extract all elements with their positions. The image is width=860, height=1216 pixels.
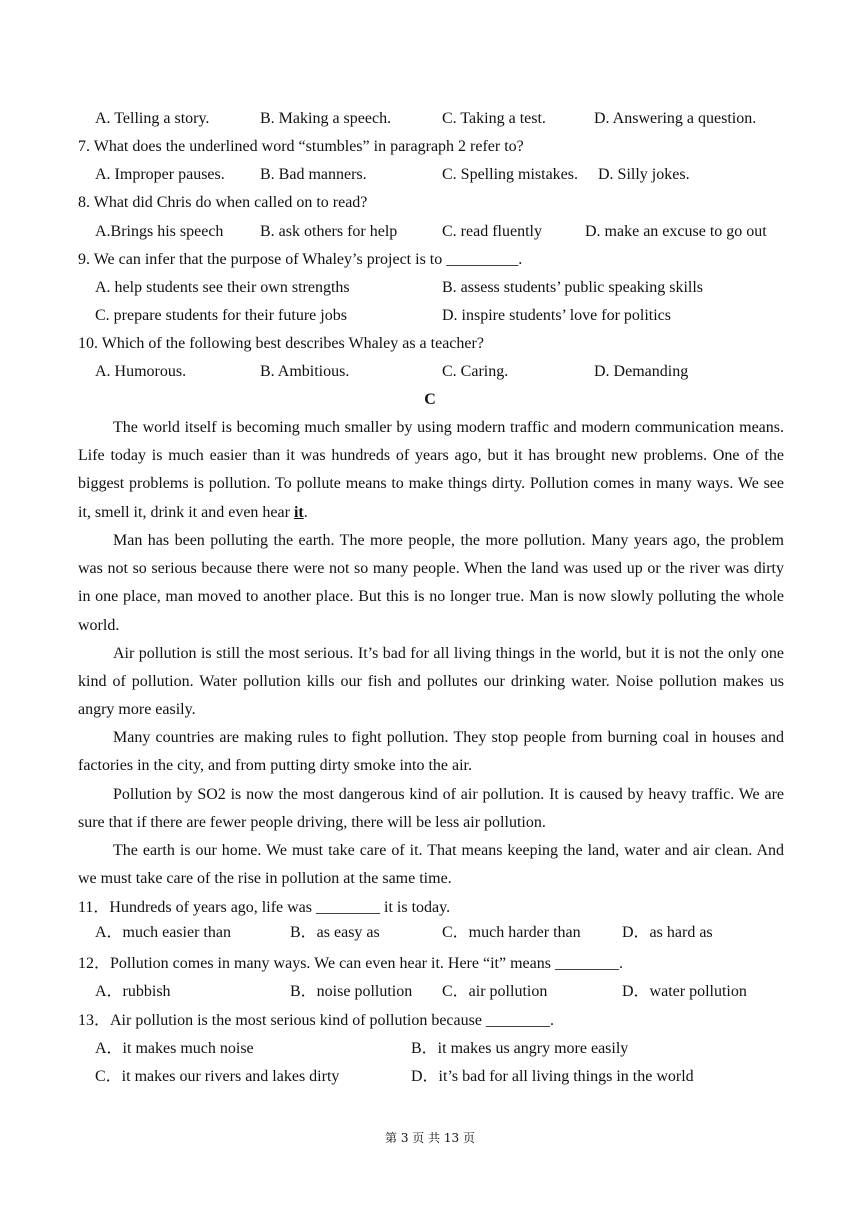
q6-option-b: B. Making a speech.: [260, 110, 392, 127]
passage-paragraph-1-text: The world itself is becoming much smaller by using modern traffic and modern communication means. Life today is much easier than it was hundreds of years ago, but it has brought new problems. One of the biggest problems is pollution. To pollute means to make things dirty. Pollution comes in many ways. We see it, smell it, drink it and even hear: [78, 419, 784, 521]
section-c-title: C: [424, 391, 436, 408]
passage-paragraph-5: [78, 781, 784, 837]
passage-paragraph-3-text: Air pollution is still the most serious. It’s bad for all living things in the world, but it is not the only one kind of pollution. Water pollution kills our fish and pollutes our drinking water. Noise pollution makes us angry more easily.: [78, 645, 784, 719]
q8-option-c: C. read fluently: [442, 223, 542, 240]
q13-option-a: A．it makes much noise: [95, 1040, 254, 1057]
q9-stem: 9. We can infer that the purpose of Whaley’s project is to _________.: [78, 251, 523, 268]
q12-option-a: A．rubbish: [95, 983, 171, 1000]
passage-paragraph-5-text: Pollution by SO2 is now the most dangerous kind of air pollution. It is caused by heavy traffic. We are sure that if there are fewer people driving, there will be less air pollution.: [78, 786, 784, 832]
q6-option-a: A. Telling a story.: [95, 110, 210, 127]
q11-option-b: B．as easy as: [290, 924, 380, 941]
passage-paragraph-6-text: The earth is our home. We must take care of it. That means keeping the land, water and air clean. And we must take care of the rise in pollution at the same time.: [78, 842, 784, 888]
passage-paragraph-4-text: Many countries are making rules to fight pollution. They stop people from burning coal in houses and factories in the city, and from putting dirty smoke into the air.: [78, 729, 784, 775]
q8-option-d: D. make an excuse to go out: [585, 223, 767, 240]
q7-option-d: D. Silly jokes.: [598, 166, 690, 183]
passage-paragraph-1-end: .: [303, 503, 308, 521]
q12-option-b: B．noise pollution: [290, 983, 413, 1000]
q8-stem: 8. What did Chris do when called on to read?: [78, 194, 368, 211]
q9-option-d: D. inspire students’ love for politics: [442, 307, 671, 324]
passage-paragraph-4: [78, 724, 784, 780]
q10-option-d: D. Demanding: [594, 363, 689, 380]
passage-paragraph-6: [78, 837, 784, 893]
q6-option-c: C. Taking a test.: [442, 110, 546, 127]
q13-option-d: D．it’s bad for all living things in the world: [411, 1068, 694, 1085]
q9-option-c: C. prepare students for their future jobs: [95, 307, 347, 324]
passage-paragraph-3: [78, 640, 784, 725]
q13-option-c: C．it makes our rivers and lakes dirty: [95, 1068, 340, 1085]
q13-stem: 13．Air pollution is the most serious kind of pollution because ________.: [78, 1012, 554, 1029]
q10-option-b: B. Ambitious.: [260, 363, 350, 380]
passage-paragraph-1: [78, 414, 784, 527]
q7-stem: 7. What does the underlined word “stumbles” in paragraph 2 refer to?: [78, 138, 524, 155]
passage-paragraph-2: [78, 527, 784, 640]
q10-option-c: C. Caring.: [442, 363, 509, 380]
q9-option-a: A. help students see their own strengths: [95, 279, 350, 296]
q7-option-a: A. Improper pauses.: [95, 166, 225, 183]
q6-option-d: D. Answering a question.: [594, 110, 757, 127]
q7-option-b: B. Bad manners.: [260, 166, 367, 183]
q8-option-a: A.Brings his speech: [95, 223, 224, 240]
q8-option-b: B. ask others for help: [260, 223, 398, 240]
q13-option-b: B．it makes us angry more easily: [411, 1040, 629, 1057]
q10-option-a: A. Humorous.: [95, 363, 187, 380]
q11-option-c: C．much harder than: [442, 924, 581, 941]
q10-stem: 10. Which of the following best describes Whaley as a teacher?: [78, 335, 484, 352]
q12-option-d: D．water pollution: [622, 983, 747, 1000]
q7-option-c: C. Spelling mistakes.: [442, 166, 578, 183]
q9-option-b: B. assess students’ public speaking skills: [442, 279, 704, 296]
q11-option-a: A．much easier than: [95, 924, 231, 941]
page-number-footer: 第 3 页 共 13 页: [385, 1131, 475, 1145]
passage-paragraph-2-text: Man has been polluting the earth. The more people, the more pollution. Many years ago, the problem was not so serious because there were not so many people. When the land was used up or the river was dirty in one place, man moved to another place. But this is no longer true. Man is now slowly polluting the whole world.: [78, 532, 784, 634]
q12-stem: 12．Pollution comes in many ways. We can even hear it. Here “it” means ________.: [78, 955, 623, 972]
q12-option-c: C．air pollution: [442, 983, 548, 1000]
q11-option-d: D．as hard as: [622, 924, 713, 941]
q11-stem: 11．Hundreds of years ago, life was ________ it is today.: [78, 899, 451, 916]
underlined-word-it: it: [293, 503, 304, 521]
